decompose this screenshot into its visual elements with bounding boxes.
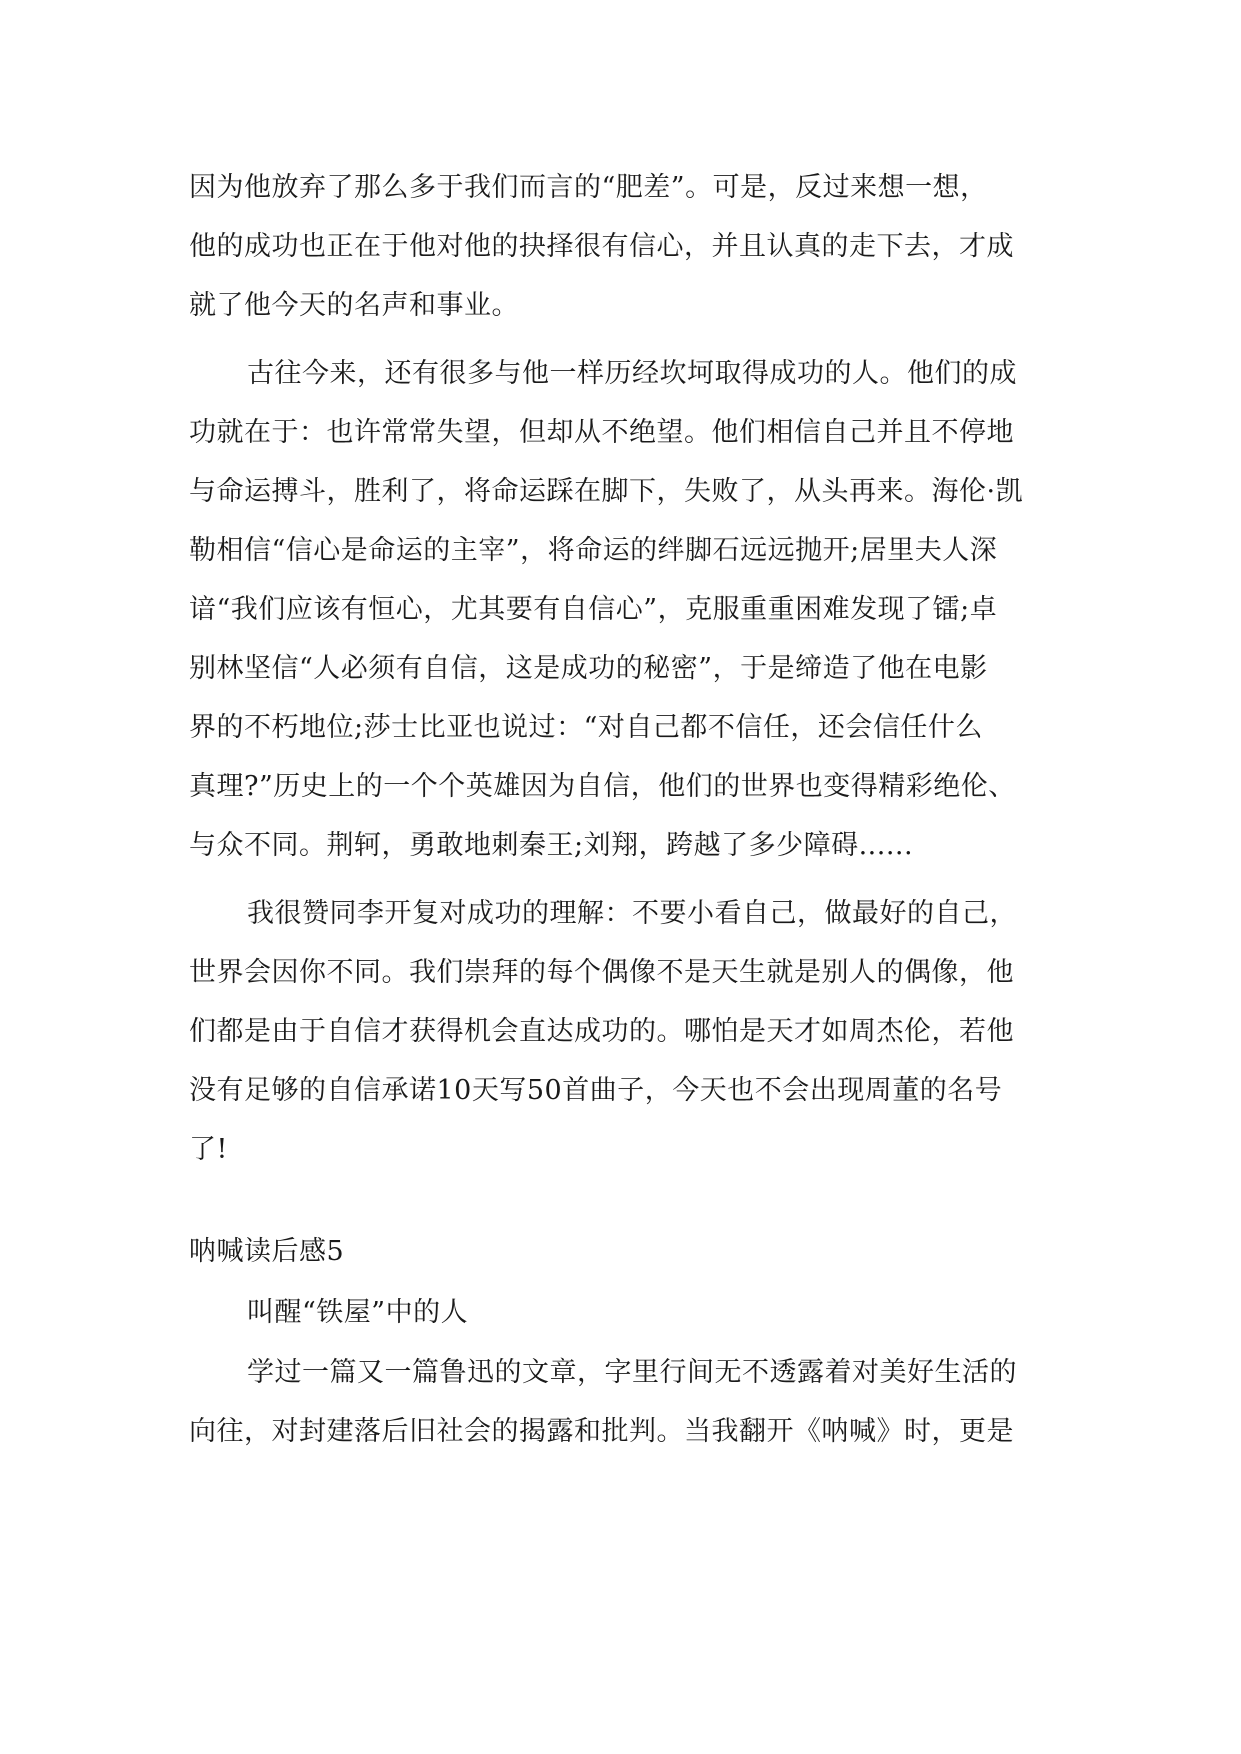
text-line: 就了他今天的名声和事业。 (189, 290, 519, 321)
text-line: 功就在于：也许常常失望，但却从不绝望。他们相信自己并且不停地 (189, 417, 1014, 448)
section-heading: 呐喊读后感5 (189, 1236, 345, 1267)
text-line: 向往，对封建落后旧社会的揭露和批判。当我翻开《呐喊》时，更是 (189, 1416, 1014, 1447)
text-line: 界的不朽地位;莎士比亚也说过：“对自己都不信任，还会信任什么 (189, 712, 983, 743)
text-line: 了! (189, 1134, 228, 1165)
paragraph-start-line: 我很赞同李开复对成功的理解：不要小看自己，做最好的自己， (247, 898, 1017, 929)
text-line: 没有足够的自信承诺10天写50首曲子，今天也不会出现周董的名号 (189, 1075, 1003, 1106)
text-line: 谙“我们应该有恒心，尤其要有自信心”，克服重重困难发现了镭;卓 (189, 594, 998, 625)
text-line: 世界会因你不同。我们崇拜的每个偶像不是天生就是别人的偶像，他 (189, 957, 1014, 988)
text-line: 勒相信“信心是命运的主宰”，将命运的绊脚石远远抛开;居里夫人深 (189, 535, 998, 566)
text-line: 与命运搏斗，胜利了，将命运踩在脚下，失败了，从头再来。海伦·凯 (189, 476, 1024, 507)
paragraph-start-line: 古往今来，还有很多与他一样历经坎坷取得成功的人。他们的成 (247, 358, 1017, 389)
text-line: 与众不同。荆轲，勇敢地刺秦王;刘翔，跨越了多少障碍...... (189, 830, 914, 861)
paragraph-start-line: 学过一篇又一篇鲁迅的文章，字里行间无不透露着对美好生活的 (247, 1357, 1017, 1388)
essay-title: 叫醒“铁屋”中的人 (247, 1297, 469, 1328)
text-line: 因为他放弃了那么多于我们而言的“肥差”。可是，反过来想一想， (189, 172, 988, 203)
text-line: 别林坚信“人必须有自信，这是成功的秘密”，于是缔造了他在电影 (189, 653, 988, 684)
text-line: 真理?”历史上的一个个英雄因为自信，他们的世界也变得精彩绝伦、 (189, 771, 1016, 802)
text-line: 他的成功也正在于他对他的抉择很有信心，并且认真的走下去，才成 (189, 231, 1014, 262)
text-line: 们都是由于自信才获得机会直达成功的。哪怕是天才如周杰伦，若他 (189, 1016, 1014, 1047)
